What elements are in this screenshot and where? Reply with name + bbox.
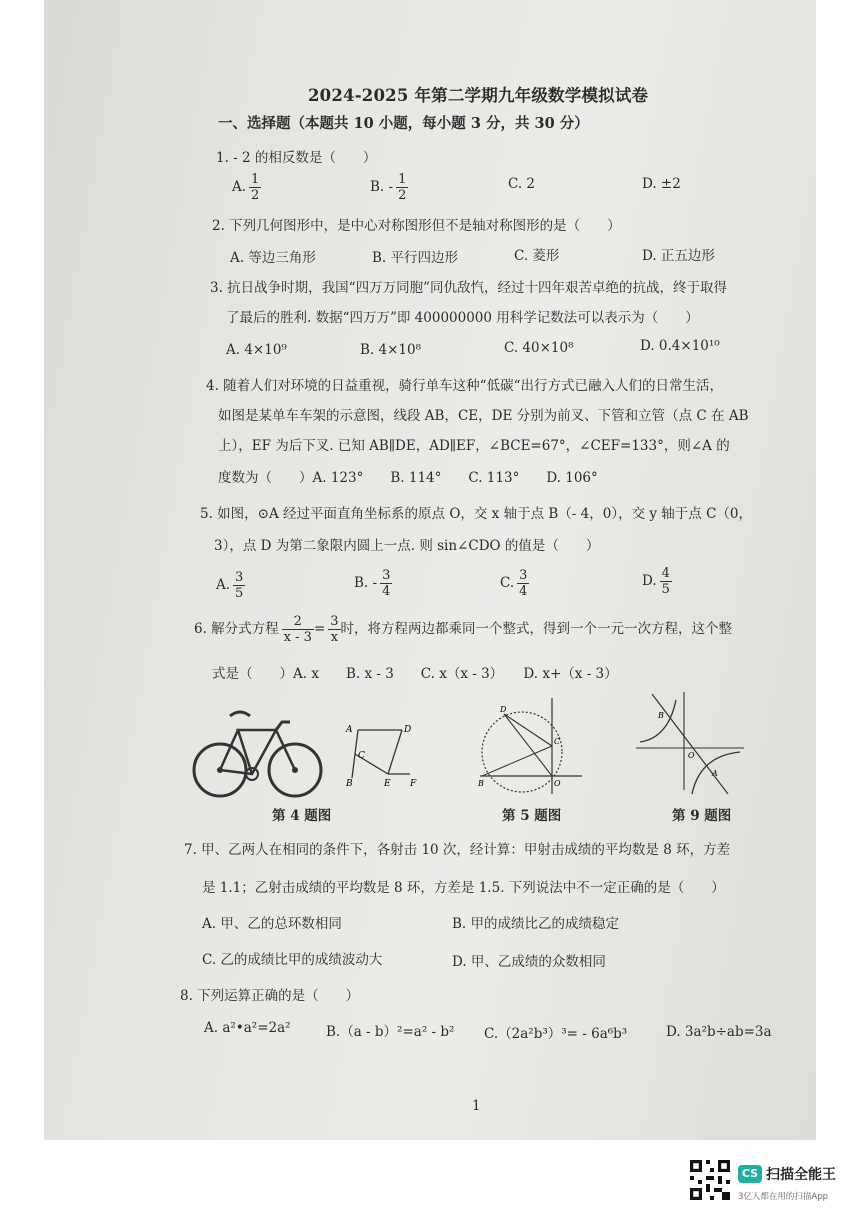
q1-option-d: D. ±2	[642, 176, 681, 192]
q7-option-d: D. 甲、乙成绩的众数相同	[452, 954, 606, 970]
q5-b-num: 3	[382, 568, 391, 583]
qr-code-icon	[690, 1160, 730, 1200]
q6-f2-num: 3	[330, 614, 339, 629]
question-4-line-2: 如图是某单车车架的示意图，线段 AB，CE，DE 分别为前叉、下管和立管（点 C 在 AB	[218, 408, 749, 424]
q1-option-b	[370, 172, 408, 203]
q3-option-b: B. 4×10⁸	[360, 342, 421, 358]
q6-equals: =	[313, 621, 326, 637]
q1-a-den: 2	[251, 188, 260, 203]
svg-text:C: C	[358, 751, 365, 761]
q5-option-c	[500, 568, 529, 599]
q5-a-fraction	[233, 570, 245, 601]
q5-option-a	[216, 570, 245, 601]
q5-a-den: 5	[235, 586, 244, 601]
question-3-line-2: 了最后的胜利. 数据“四万万”即 400000000 用科学记数法可以表示为（ ）	[226, 310, 699, 326]
svg-text:D: D	[404, 725, 412, 735]
question-4-line-4: 度数为（ ）A. 123° B. 114° C. 113° D. 106°	[218, 470, 598, 486]
q1-b-den: 2	[398, 188, 407, 203]
q1-b-fraction	[396, 172, 408, 203]
svg-text:E: E	[384, 779, 391, 789]
figure-4-caption: 第 4 题图	[272, 808, 332, 824]
q2-option-a: A. 等边三角形	[230, 250, 316, 266]
q5-d-den: 5	[661, 582, 670, 597]
exam-title: 2024-2025 年第二学期九年级数学模拟试卷	[308, 86, 649, 105]
question-5-line-1: 5. 如图，⊙A 经过平面直角坐标系的原点 O，交 x 轴于点 B（- 4，0），交 y 轴于点 C（0，	[200, 506, 752, 522]
hyperbola-line-graph	[632, 690, 748, 794]
q8-option-c: C.（2a²b³）³= - 6a⁶b³	[484, 1026, 628, 1042]
svg-text:F: F	[410, 779, 417, 789]
svg-text:B: B	[346, 779, 353, 789]
q2-option-b: B. 平行四边形	[372, 250, 459, 266]
figure-9-caption: 第 9 题图	[672, 808, 732, 824]
q5-d-num: 4	[661, 566, 670, 581]
question-7-line-1: 7. 甲、乙两人在相同的条件下，各射击 10 次，经计算：甲射击成绩的平均数是 8 环，方差	[184, 842, 731, 858]
q7-option-b: B. 甲的成绩比乙的成绩稳定	[452, 916, 620, 932]
q7-option-c: C. 乙的成绩比甲的成绩波动大	[202, 952, 383, 968]
svg-text:A: A	[346, 725, 353, 735]
svg-text:O: O	[554, 779, 561, 788]
q6-f1-den: x - 3	[283, 630, 312, 645]
question-5-line-2: 3），点 D 为第二象限内圆上一点. 则 sin∠CDO 的值是（ ）	[214, 538, 600, 554]
q3-option-c: C. 40×10⁸	[504, 340, 574, 356]
svg-text:C: C	[554, 737, 561, 746]
camscanner-tagline: 3亿人都在用的扫描App	[738, 1192, 829, 1202]
q1-b-label: B. -	[370, 179, 394, 195]
q5-c-den: 4	[519, 584, 528, 599]
q6-f2-den: x	[330, 630, 339, 645]
question-2-stem: 2. 下列几何图形中，是中心对称图形但不是轴对称图形的是（ ）	[212, 218, 621, 234]
svg-text:O: O	[688, 751, 695, 760]
q1-a-label: A.	[232, 179, 247, 195]
q2-option-d: D. 正五边形	[642, 248, 715, 264]
page-number: 1	[472, 1098, 481, 1114]
q3-option-d: D. 0.4×10¹⁰	[640, 338, 720, 354]
q1-a-num: 1	[251, 172, 260, 187]
q1-b-num: 1	[398, 172, 407, 187]
q7-option-a: A. 甲、乙的总环数相同	[202, 916, 342, 932]
q8-option-a: A. a²•a²=2a²	[204, 1020, 291, 1036]
q6-fraction-2	[328, 614, 340, 645]
question-1-stem: 1. - 2 的相反数是（ ）	[216, 150, 377, 166]
q8-option-b: B.（a - b）²=a² - b²	[326, 1024, 455, 1040]
q5-option-d	[642, 566, 672, 597]
q5-d-fraction	[660, 566, 672, 597]
question-8-stem: 8. 下列运算正确的是（ ）	[180, 988, 360, 1004]
q5-c-fraction	[517, 568, 529, 599]
exam-paper	[44, 0, 816, 1140]
q5-a-label: A.	[216, 577, 231, 593]
q5-c-label: C.	[500, 575, 515, 591]
q6-pre: 6. 解分式方程	[194, 621, 279, 637]
svg-text:D: D	[500, 705, 507, 714]
q8-option-d: D. 3a²b÷ab=3a	[666, 1024, 772, 1040]
q5-option-b	[354, 568, 392, 599]
q1-a-fraction	[249, 172, 261, 203]
q1-option-a	[232, 172, 261, 203]
camscanner-logo: CS	[738, 1165, 762, 1183]
section-heading: 一、选择题（本题共 10 小题，每小题 3 分，共 30 分）	[218, 115, 589, 132]
question-4-line-1: 4. 随着人们对环境的日益重视，骑行单车这种“低碳“出行方式已融入人们的日常生活，	[206, 378, 723, 394]
q5-b-den: 4	[382, 584, 391, 599]
question-6-line-1	[194, 614, 732, 645]
q5-c-num: 3	[519, 568, 528, 583]
bicycle-illustration	[190, 700, 330, 800]
circle-coordinate-diagram	[476, 694, 586, 798]
camscanner-brand: 扫描全能王	[766, 1167, 836, 1183]
q1-option-c: C. 2	[508, 176, 536, 192]
question-6-line-2: 式是（ ）A. x B. x - 3 C. x（x - 3） D. x+（x - 3）	[212, 666, 618, 682]
q5-a-num: 3	[235, 570, 244, 585]
q5-b-fraction	[380, 568, 392, 599]
q6-fraction-1	[282, 614, 314, 645]
svg-text:B: B	[478, 779, 484, 788]
bicycle-frame-diagram	[344, 722, 420, 790]
q5-b-label: B. -	[354, 575, 378, 591]
svg-text:B: B	[658, 711, 664, 720]
question-3-line-1: 3. 抗日战争时期，我国“四万万同胞”同仇敌忾，经过十四年艰苦卓绝的抗战，终于取得	[210, 280, 727, 296]
question-4-line-3: 上），EF 为后下叉. 已知 AB∥DE，AD∥EF，∠BCE=67°，∠CEF=133°，则∠A 的	[218, 438, 730, 454]
q2-option-c: C. 菱形	[514, 248, 560, 264]
figure-5-caption: 第 5 题图	[502, 808, 562, 824]
q6-f1-num: 2	[282, 614, 314, 630]
q3-option-a: A. 4×10⁹	[226, 342, 287, 358]
question-7-line-2: 是 1.1；乙射击成绩的平均数是 8 环，方差是 1.5. 下列说法中不一定正确的是（ ）	[202, 880, 725, 896]
q6-post: 时，将方程两边都乘同一个整式，得到一个一元一次方程，这个整	[340, 621, 733, 637]
q5-d-label: D.	[642, 573, 657, 589]
svg-text:A: A	[712, 769, 718, 778]
